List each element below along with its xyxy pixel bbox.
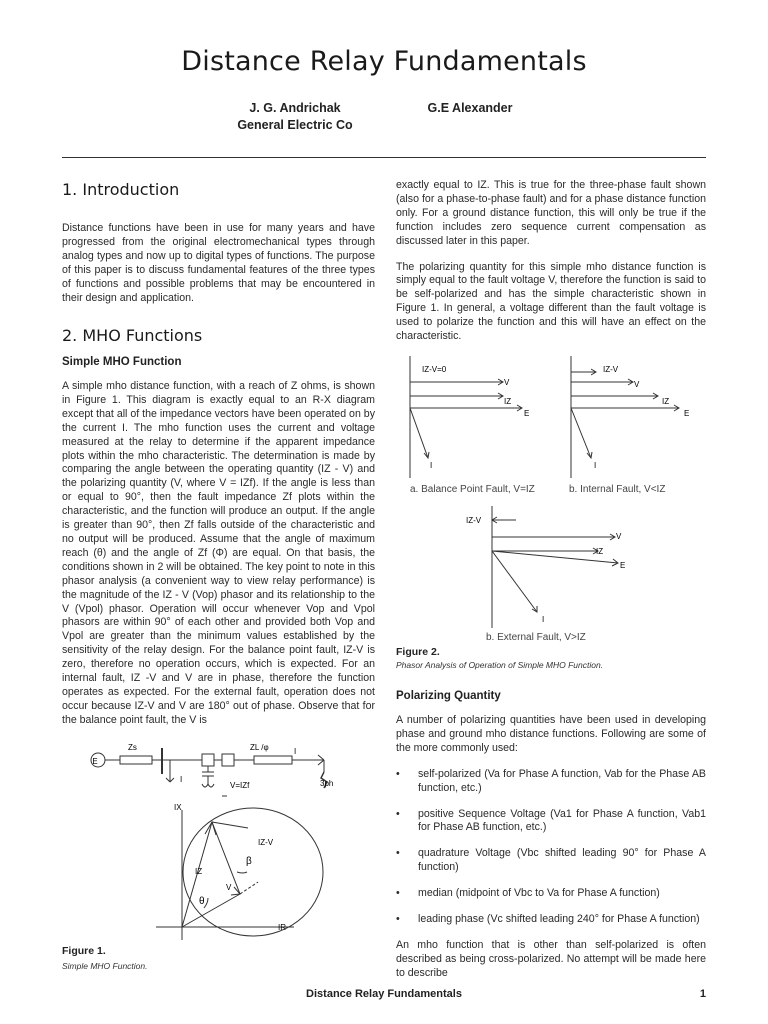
fig2a-caption: a. Balance Point Fault, V=IZ [410,484,535,495]
i-label-bottom: I [180,775,183,784]
continued-paragraph: exactly equal to IZ. This is true for the three-phase fault shown (also for a phase-to-phase fault) and for a phase distance function only. For a ground distance function, this will only be true if the function includes zero sequence current compensation as discussed later in this paper. [396,179,706,247]
section-2-heading: 2. MHO Functions [62,326,203,345]
beta-label: β [246,856,252,867]
header-divider [62,157,706,158]
author-1-name: J. G. Andrichak [249,101,341,115]
fig2a-e-label: E [524,409,530,418]
fig2b-v-label: V [634,380,640,389]
right-top-text [396,179,706,356]
section-1-heading: 1. Introduction [62,180,180,199]
iz-label: IZ [195,867,203,876]
polarizing-paragraph: The polarizing quantity for this simple mho distance function is simply equal to the fault voltage V, therefore the function is said to be self-polarized and has the simple characteristic shown in Figure 1. In general, a voltage different than the fault voltage is used to polarize the function and this will have an effect on the characteristic. [396,260,706,343]
list-item: • leading phase (Vc shifted leading 240° for Phase A function) [396,913,706,927]
figure-1-diagram [62,722,375,942]
intro-paragraph: Distance functions have been in use for many years and have progressed from the original electromechanical types through analog types and now up to digital types of functions. The purpose of this paper is to discuss fundamental features of the three types of functions and possible problems that may be encountered in their design and application. [62,222,375,304]
fig2c-v-label: V [616,532,622,541]
polarizing-quantity-heading: Polarizing Quantity [396,690,501,702]
line-impedance [254,756,292,764]
izv-label: IZ-V [258,838,274,847]
list-item: • median (midpoint of Vbc to Va for Phase A function) [396,887,706,901]
polarizing-list [396,768,706,927]
ix-label: IX [174,803,182,812]
zs-label: Zs [128,743,137,752]
mho-circle [183,808,323,936]
subsection-heading: Simple MHO Function [62,356,182,368]
source-label: E [92,757,98,766]
list-item: • positive Sequence Voltage (Va1 for Phase A function, Vab1 for Phase AB function, etc.) [396,808,706,836]
fault-label: 3ph [320,779,334,788]
source-impedance [120,756,152,764]
breaker-box [222,754,234,766]
ir-label: IR [278,923,286,932]
figure-1-title: Figure 1. [62,945,106,957]
figure-2-caption: Phasor Analysis of Operation of Simple MHO Function. [396,660,604,670]
author-1 [220,101,370,132]
fig2a-iz-label: IZ [504,397,512,406]
v-vector [182,894,240,927]
fig2b-iz-label: IZ [662,397,670,406]
fig2a-i-label: I [430,461,433,470]
right-bottom-text [396,714,706,993]
fig2b-i-label: I [594,461,597,470]
page-title: Distance Relay Fundamentals [181,46,587,77]
mho-paragraph: A simple mho distance function, with a reach of Z ohms, is shown in Figure 1. This diagram is exactly equal to an R-X diagram except that all of the impedance vectors have been operated on by the current I. The mho function uses the current and voltage measured at the relay to determine if the apparent impedance plots within the mho characteristic. The determination is made by comparing the angle between the operating quantity (IZ - V) and the polarizing quantity (V, where V = IZf). If the angle is less than or equal to 90°, then the fault impedance Zf plots within the characteristic, and the function will produce an output. If the angle is greater than 90°, then Zf falls outside of the characteristic and no output will be produced. Assume that the angle of maximum reach (θ) and the angle of Zf (Φ) are equal. On that basis, the conditions shown in 2 will be obtained. The key point to note in this phasor analysis (a convenient way to view relay performance) is the magnitude of the IZ - V (Vop) phasor and its relationship to the V (Vpol) phasor. Operation will occur whenever Vop and Vpol phasors are within 90° of each other and provided both Vop and Vpol are greater than the minimum values established by the sensitivity of the relay design. For the balance point fault, IZ-V is zero, therefore no operation occurs, which is expected. For an internal fault, IZ -V and V are in phase, therefore the function operates as expected. For the external fault, operation does not occur because IZ-V and V are 180° out of phase. Observe that for the balance point fault, the V is [62,380,375,726]
fig2a-v-label: V [504,378,510,387]
fig2b-caption: b. Internal Fault, V<IZ [569,484,666,495]
fig2b-e-label: E [684,409,690,418]
figure-2-title: Figure 2. [396,646,440,658]
theta-label: θ [199,896,205,907]
v-vector-label: V [226,883,232,892]
zl-label: ZL /φ [250,743,269,752]
figure-2-diagram [396,350,706,646]
last-paragraph: An mho function that is other than self-polarized is often described as being cross-polarized. No attempt will be made here to describe [396,938,706,979]
author-2: G.E Alexander [427,101,513,115]
list-item: • self-polarized (Va for Phase A function, Vab for the Phase AB function, etc.) [396,768,706,796]
fig2c-top-label: IZ-V [466,516,482,525]
fig2a-top-label: IZ-V=0 [422,365,447,374]
pq-paragraph: A number of polarizing quantities have been used in developing phase and ground mho distance functions. Following are some of the more commonly used: [396,714,706,754]
page-number: 1 [699,988,706,1000]
footer-title: Distance Relay Fundamentals [306,988,462,1000]
fig2c-caption: b. External Fault, V>IZ [486,632,586,643]
mho-text [62,380,375,740]
i-label-top: I [294,747,297,756]
fig2c-e-label: E [620,561,626,570]
figure-1-caption: Simple MHO Function. [62,961,148,971]
author-1-affiliation: General Electric Co [237,118,353,132]
fig2b-top-label: IZ-V [603,365,619,374]
v-label: V=IZf [230,781,250,790]
list-item: • quadrature Voltage (Vbc shifted leading 90° for Phase A function) [396,847,706,875]
fig2c-iz-label: IZ [596,547,604,556]
intro-text [62,222,375,317]
fig2c-i-label: I [542,615,545,624]
